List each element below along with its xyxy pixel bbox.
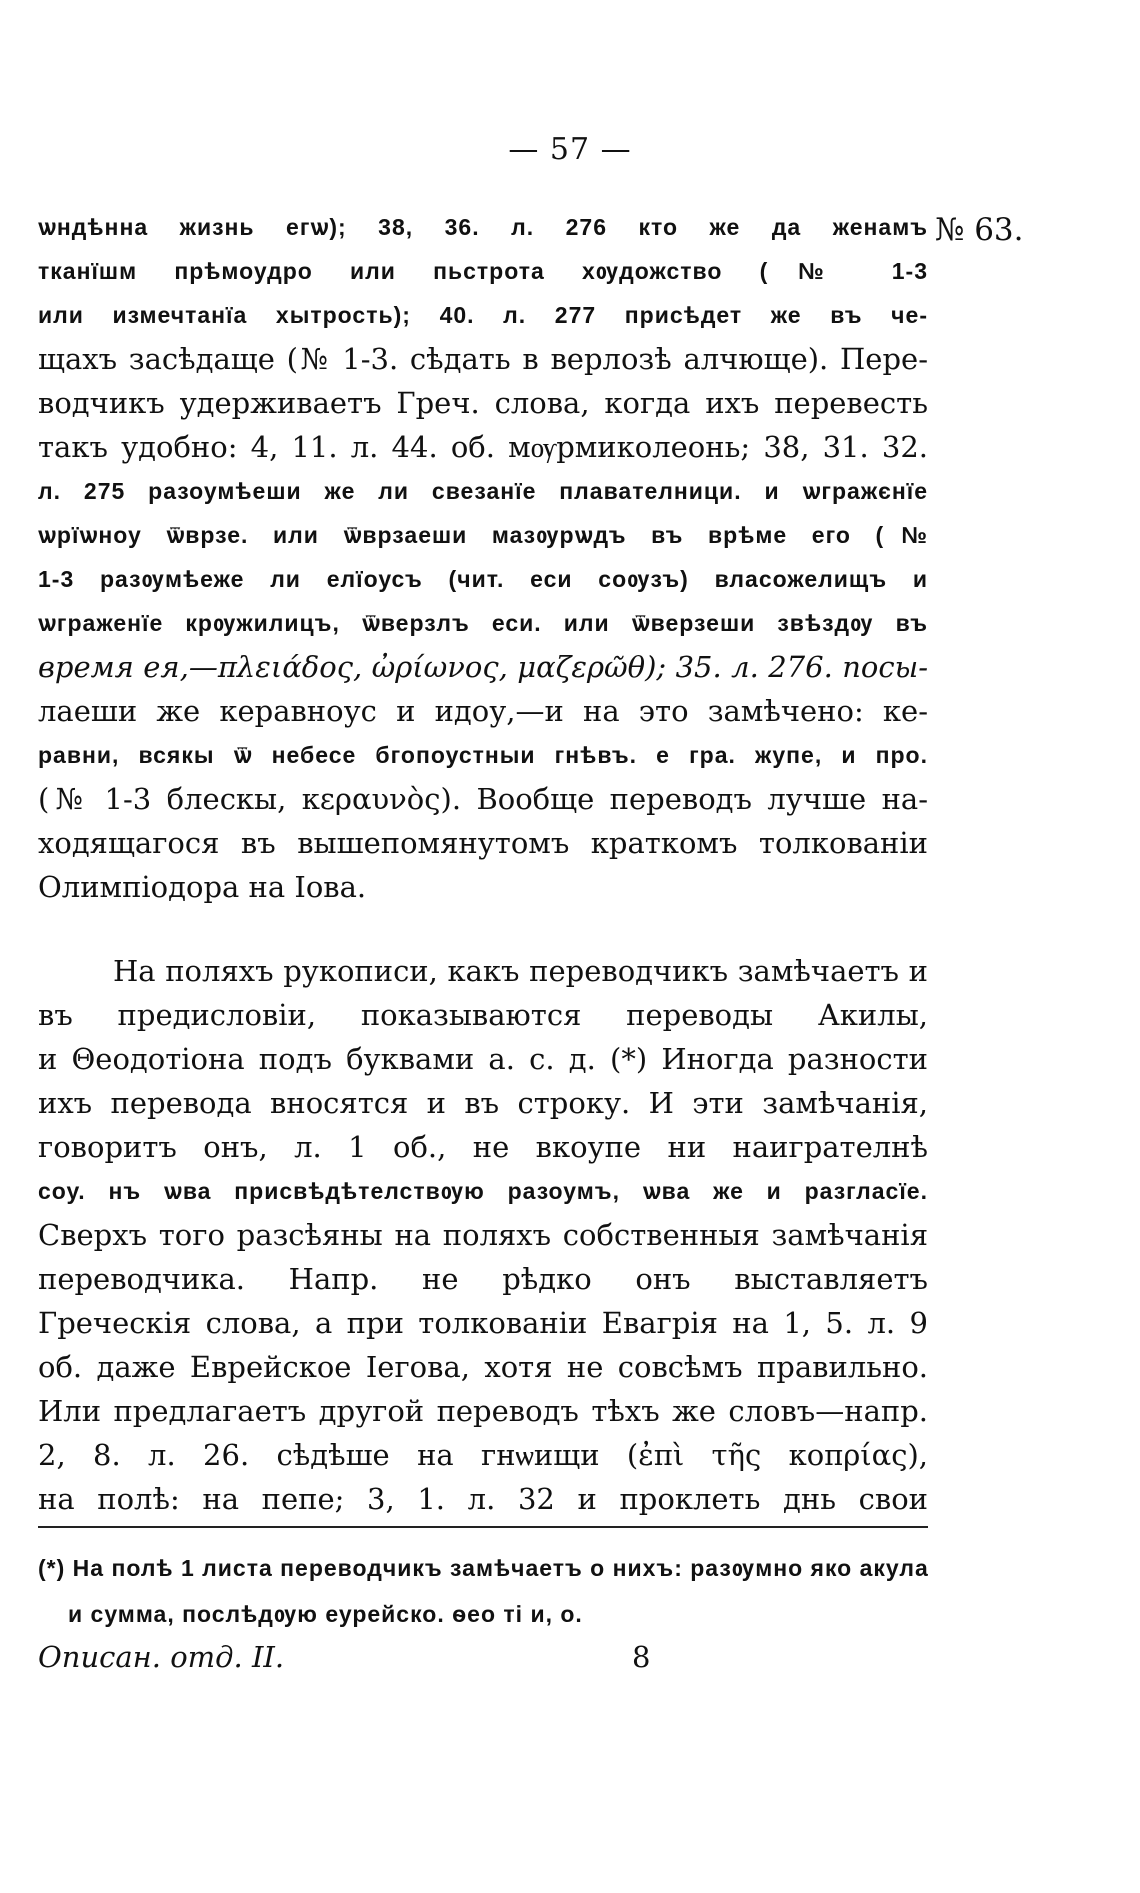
text-line: щахъ засѣдаще (№ 1-3. сѣдать в верлозѣ алчюще). Пере- <box>38 342 928 376</box>
text-line: время ея,—πλειάδος, ὠρίωνος, μαζερῶθ); 35. л. 276. посы- <box>38 650 928 684</box>
text-line: (№ 1-3 блескы, κεραυνὸς). Вообще переводъ лучше на- <box>38 782 928 816</box>
text-line: лаеши же керавноус и идоу,—и на это замѣчено: ке- <box>38 694 928 728</box>
text-line: л. 275 разоумѣеши же ли свезанїе плавателници. и ѡгражєнїе <box>38 478 928 504</box>
text-line: и Θеодотiона подъ буквами а. с. д. (*) Иногда разности <box>38 1042 928 1076</box>
text-line: Или предлагаетъ другой переводъ тѣхъ же словъ—напр. <box>38 1394 928 1428</box>
text-line: такъ удобно: 4, 11. л. 44. об. мѹрмиколеонь; 38, 31. 32. <box>38 430 928 464</box>
text-line: ходящагося въ вышепомянутомъ краткомъ толкованiи <box>38 826 928 860</box>
text-line: равни, всякы ѿ небесе бгопоустныи гнѣвъ. е гра. жупе, и про. <box>38 742 928 768</box>
paragraph-2 <box>38 949 928 1521</box>
text-line: ихъ перевода вносятся и въ строку. И эти замѣчанiя, <box>38 1086 928 1120</box>
text-line: 2, 8. л. 26. сѣдѣше на гнѡищи (ἐπὶ τῆς κοπρίας), <box>38 1438 928 1472</box>
text-line: соу. нъ ѡва присвѣдѣтелствѹю разоумъ, ѡва же и разгласїе. <box>38 1178 928 1204</box>
text-line: об. даже Еврейское Iегова, хотя не совсѣмъ правильно. <box>38 1350 928 1384</box>
text-line: 1-3 разѹмѣеже ли елїоусъ (чит. еси соѹзъ) власожелищъ и <box>38 566 928 592</box>
sheet-number: 8 <box>632 1640 651 1674</box>
footnote-line: (*) На полѣ 1 листа переводчикъ замѣчаетъ о нихъ: разѹмно яко акула <box>38 1555 929 1581</box>
text-line: переводчика. Напр. не рѣдко онъ выставляетъ <box>38 1262 928 1296</box>
text-line: говоритъ онъ, л. 1 об., не вкоупе ни наигрателнѣ <box>38 1130 928 1164</box>
text-line: тканїшм прѣмоудро или пьстрота хѹдожство (№ 1-3 <box>38 258 928 284</box>
text-line: Сверхъ того разсѣяны на поляхъ собственныя замѣчанiя <box>38 1218 928 1252</box>
margin-reference: № 63. <box>935 212 1024 248</box>
footnote-divider <box>38 1526 928 1528</box>
text-line: на полѣ: на пепе; 3, 1. л. 32 и проклеть днь свои <box>38 1482 928 1516</box>
text-line: ѡндѣнна жизнь егѡ); 38, 36. л. 276 кто же да женамъ <box>38 214 928 240</box>
text-line: Олимпiодора на Iова. <box>38 870 367 904</box>
text-line: или измечтанїа хытрость); 40. л. 277 присѣдет же въ че- <box>38 302 928 328</box>
text-line: ѡрїѡноу ѿврзе. или ѿврзаеши мазѹрѡдъ въ врѣме его (№ <box>38 522 928 548</box>
footnote-line: и сумма, послѣдѹю еурейско. ѳео ті и, о. <box>68 1601 583 1627</box>
text-line: На поляхъ рукописи, какъ переводчикъ замѣчаетъ и <box>113 954 928 988</box>
body-text <box>38 205 928 1521</box>
paragraph-1 <box>38 205 928 909</box>
paragraph-gap <box>38 909 928 949</box>
text-line: въ предисловiи, показываются переводы Акилы, <box>38 998 928 1032</box>
page-number: — 57 — <box>508 132 632 167</box>
text-line: водчикъ удерживаетъ Греч. слова, когда ихъ перевесть <box>38 386 928 420</box>
text-line: Греческiя слова, а при толкованiи Евагрiя на 1, 5. л. 9 <box>38 1306 928 1340</box>
text-line: ѡграженїе крѹжилицъ, ѿверзлъ еси. или ѿверзеши звѣздѹ въ <box>38 610 928 636</box>
signature-mark: Описан. отд. II. <box>38 1640 285 1674</box>
footnote <box>38 1545 938 1637</box>
